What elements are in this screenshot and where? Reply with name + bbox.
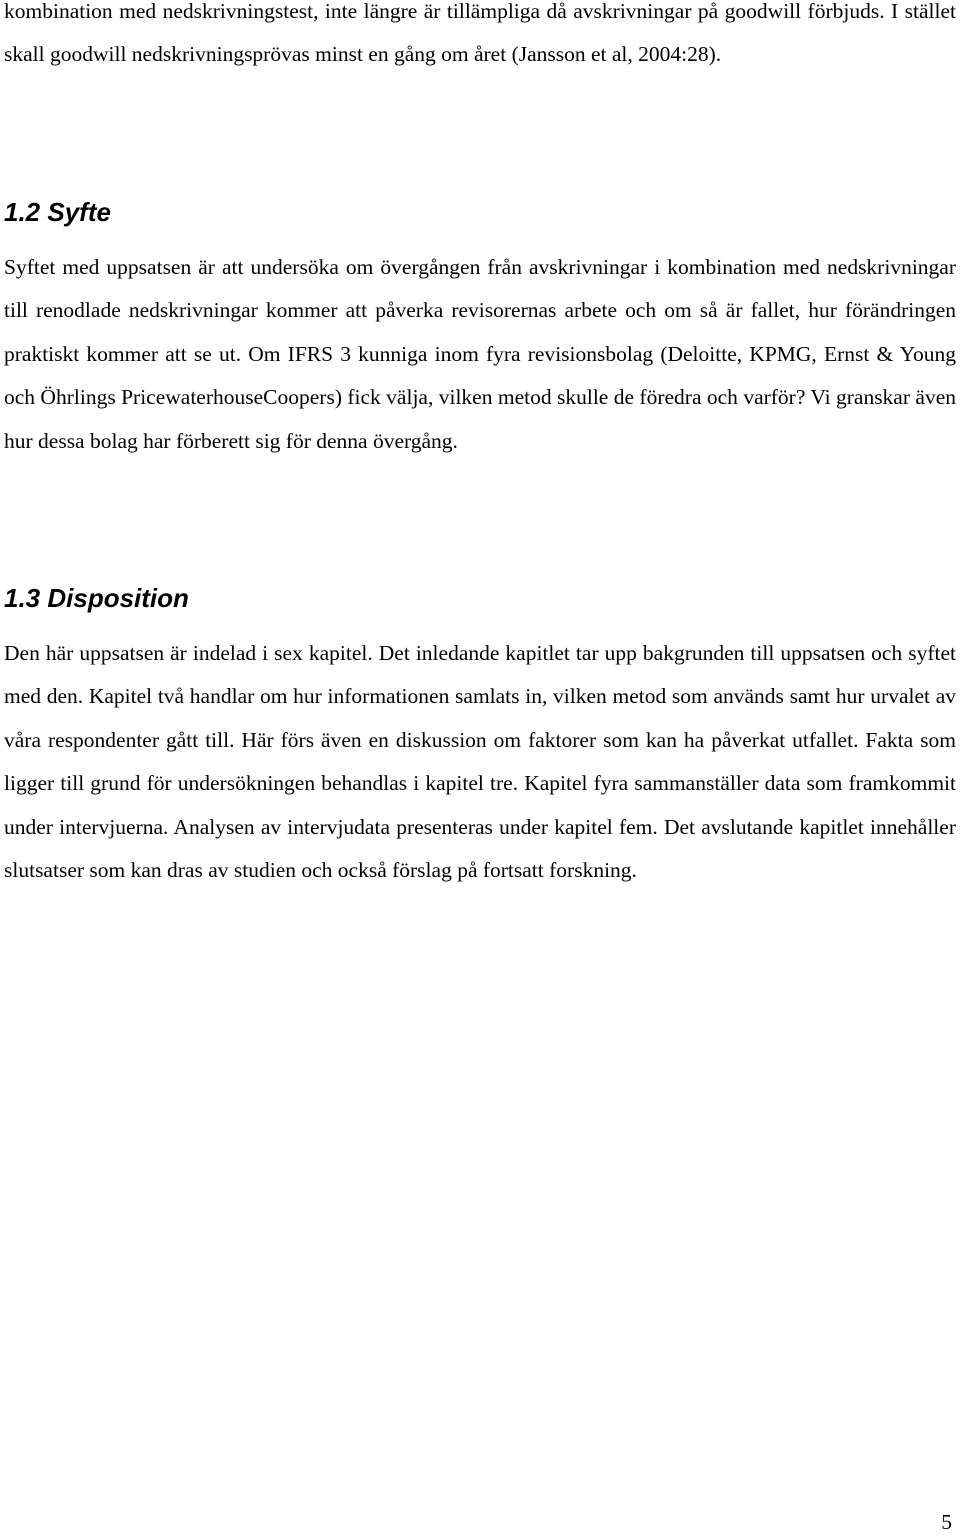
disposition-paragraph: Den här uppsatsen är indelad i sex kapitel. Det inledande kapitlet tar upp bakgrunden till uppsatsen och syftet med den. Kapitel två handlar om hur informationen samlats in, vilken metod som används samt hur urvalet av våra respondenter gått till. Här förs även en diskussion om faktorer som kan ha påverkat utfallet. Fakta som ligger till grund för undersökningen behandlas i kapitel tre. Kapitel fyra sammanställer data som framkommit under intervjuerna. Analysen av intervjudata presenteras under kapitel fem. Det avslutande kapitlet innehåller slutsatser som kan dras av studien och också förslag på fortsatt forskning. [4, 641, 956, 883]
page-number: 5 [941, 1510, 952, 1534]
document-page [4, 0, 956, 1537]
section-heading-syfte: 1.2 Syfte [4, 197, 111, 227]
intro-paragraph: kombination med nedskrivningstest, inte längre är tillämpliga då avskrivningar på goodwill förbjuds. I stället skall goodwill nedskrivningsprövas minst en gång om året (Jansson et al, 2004:28). [4, 0, 956, 67]
syfte-paragraph: Syftet med uppsatsen är att undersöka om övergången från avskrivningar i kombination med nedskrivningar till renodlade nedskrivningar kommer att påverka revisorernas arbete och om så är fallet, hur förändringen praktiskt kommer att se ut. Om IFRS 3 kunniga inom fyra revisionsbolag (Deloitte, KPMG, Ernst & Young och Öhrlings PricewaterhouseCoopers) fick välja, vilken metod skulle de föredra och varför? Vi granskar även hur dessa bolag har förberett sig för denna övergång. [4, 255, 956, 453]
section-heading-disposition: 1.3 Disposition [4, 583, 189, 613]
